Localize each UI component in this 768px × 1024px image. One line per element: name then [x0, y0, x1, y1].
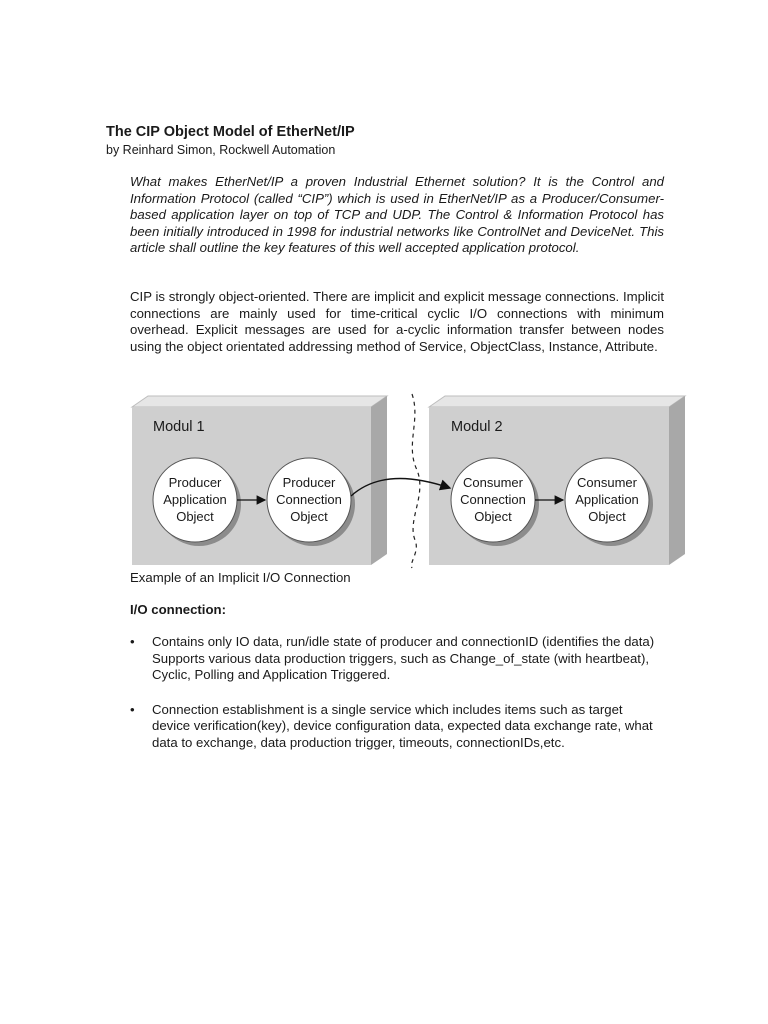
figure-caption: Example of an Implicit I/O Connection [130, 570, 351, 585]
node-label-line: Consumer [577, 475, 637, 490]
list-item [130, 634, 664, 684]
article-abstract: What makes EtherNet/IP a proven Industrial Ethernet solution? It is the Control and Information Protocol (called “CIP”) which is used in EtherNet/IP as a Producer/Consumer-based application layer on top of TCP and UDP. The Control & Information Protocol has been initially introduced in 1998 for industrial networks like ControlNet and DeviceNet. This article shall outline the key features of this well accepted application protocol. [130, 174, 664, 255]
bullet-marker: • [130, 701, 135, 717]
node-label-line: Producer [282, 475, 336, 490]
node-label-line: Application [575, 492, 639, 507]
node-label-line: Object [474, 509, 512, 524]
io-connection-bullet-list [130, 634, 664, 769]
node-label-line: Application [163, 492, 227, 507]
node-label-line: Connection [460, 492, 526, 507]
node-label-line: Consumer [463, 475, 523, 490]
node-label-line: Object [588, 509, 626, 524]
bullet-text: Contains only IO data, run/idle state of producer and connectionID (identifies the data) Supports various data production triggers, such as Change_of_state (with heartbeat), Cyclic, Polling and Application Triggered. [152, 634, 655, 682]
article-title: The CIP Object Model of EtherNet/IP [106, 124, 355, 140]
list-item [130, 702, 664, 752]
bullet-marker: • [130, 634, 135, 649]
module-2-label: Modul 2 [451, 419, 503, 435]
module-2-side-face [669, 396, 685, 565]
node-label-line: Object [290, 509, 328, 524]
article-byline: by Reinhard Simon, Rockwell Automation [106, 143, 336, 157]
node-label-line: Connection [276, 492, 342, 507]
article-paragraph: CIP is strongly object-oriented. There are implicit and explicit message connections. Implicit connections are mainly used for time-critical cyclic I/O connections with minimum overhead. Explicit messages are used for a-cyclic information transfer between nodes using the object orientated addressing method of Service, ObjectClass, Instance, Attribute. [130, 289, 664, 354]
node-label-line: Producer [168, 475, 222, 490]
module-2-top-face [429, 396, 685, 407]
io-connection-heading: I/O connection: [130, 602, 226, 617]
network-separator-line [411, 394, 419, 568]
module-1-label: Modul 1 [153, 419, 205, 435]
module-1-top-face [132, 396, 387, 407]
bullet-text: Connection establishment is a single service which includes items such as target device verification(key), device configuration data, expected data exchange rate, what data to exchange, data production trigger, timeouts, connectionIDs,etc. [152, 701, 653, 750]
implicit-io-connection-diagram [125, 390, 690, 570]
node-label-line: Object [176, 509, 214, 524]
